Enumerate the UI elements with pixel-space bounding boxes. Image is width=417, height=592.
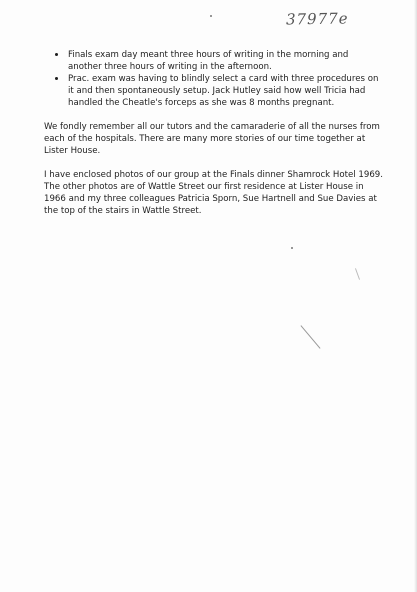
document-body	[44, 49, 384, 217]
handwritten-reference-number: 37977e	[285, 9, 349, 29]
paragraph-photos: I have enclosed photos of our group at the Finals dinner Shamrock Hotel 1969. The other photos are of Wattle Street our first residence at Lister House in 1966 and my three colleagues Patricia Sporn, Sue Hartnell and Sue Davies at the top of the stairs in Wattle Street.	[44, 170, 383, 216]
paragraph-tutors: We fondly remember all our tutors and the camaraderie of all the nurses from each of the hospitals. There are many more stories of our time together at Lister House.	[44, 122, 380, 156]
bullet-text: Finals exam day meant three hours of writing in the morning and another three hours of writing in the afternoon.	[68, 50, 349, 72]
scan-mark	[355, 268, 360, 280]
scan-speck	[291, 247, 293, 249]
bullet-item	[44, 73, 384, 109]
bullet-list	[44, 49, 384, 109]
bullet-dot-icon	[55, 77, 58, 80]
bullet-text: Prac. exam was having to blindly select a card with three procedures on it and then spontaneously setup. Jack Hutley said how well Tricia had handled the Cheatle's forceps as she was 8 months pregnant.	[68, 74, 379, 108]
scan-mark	[300, 325, 320, 349]
bullet-dot-icon	[55, 53, 58, 56]
bullet-item	[44, 49, 384, 73]
scan-speck	[210, 15, 212, 17]
